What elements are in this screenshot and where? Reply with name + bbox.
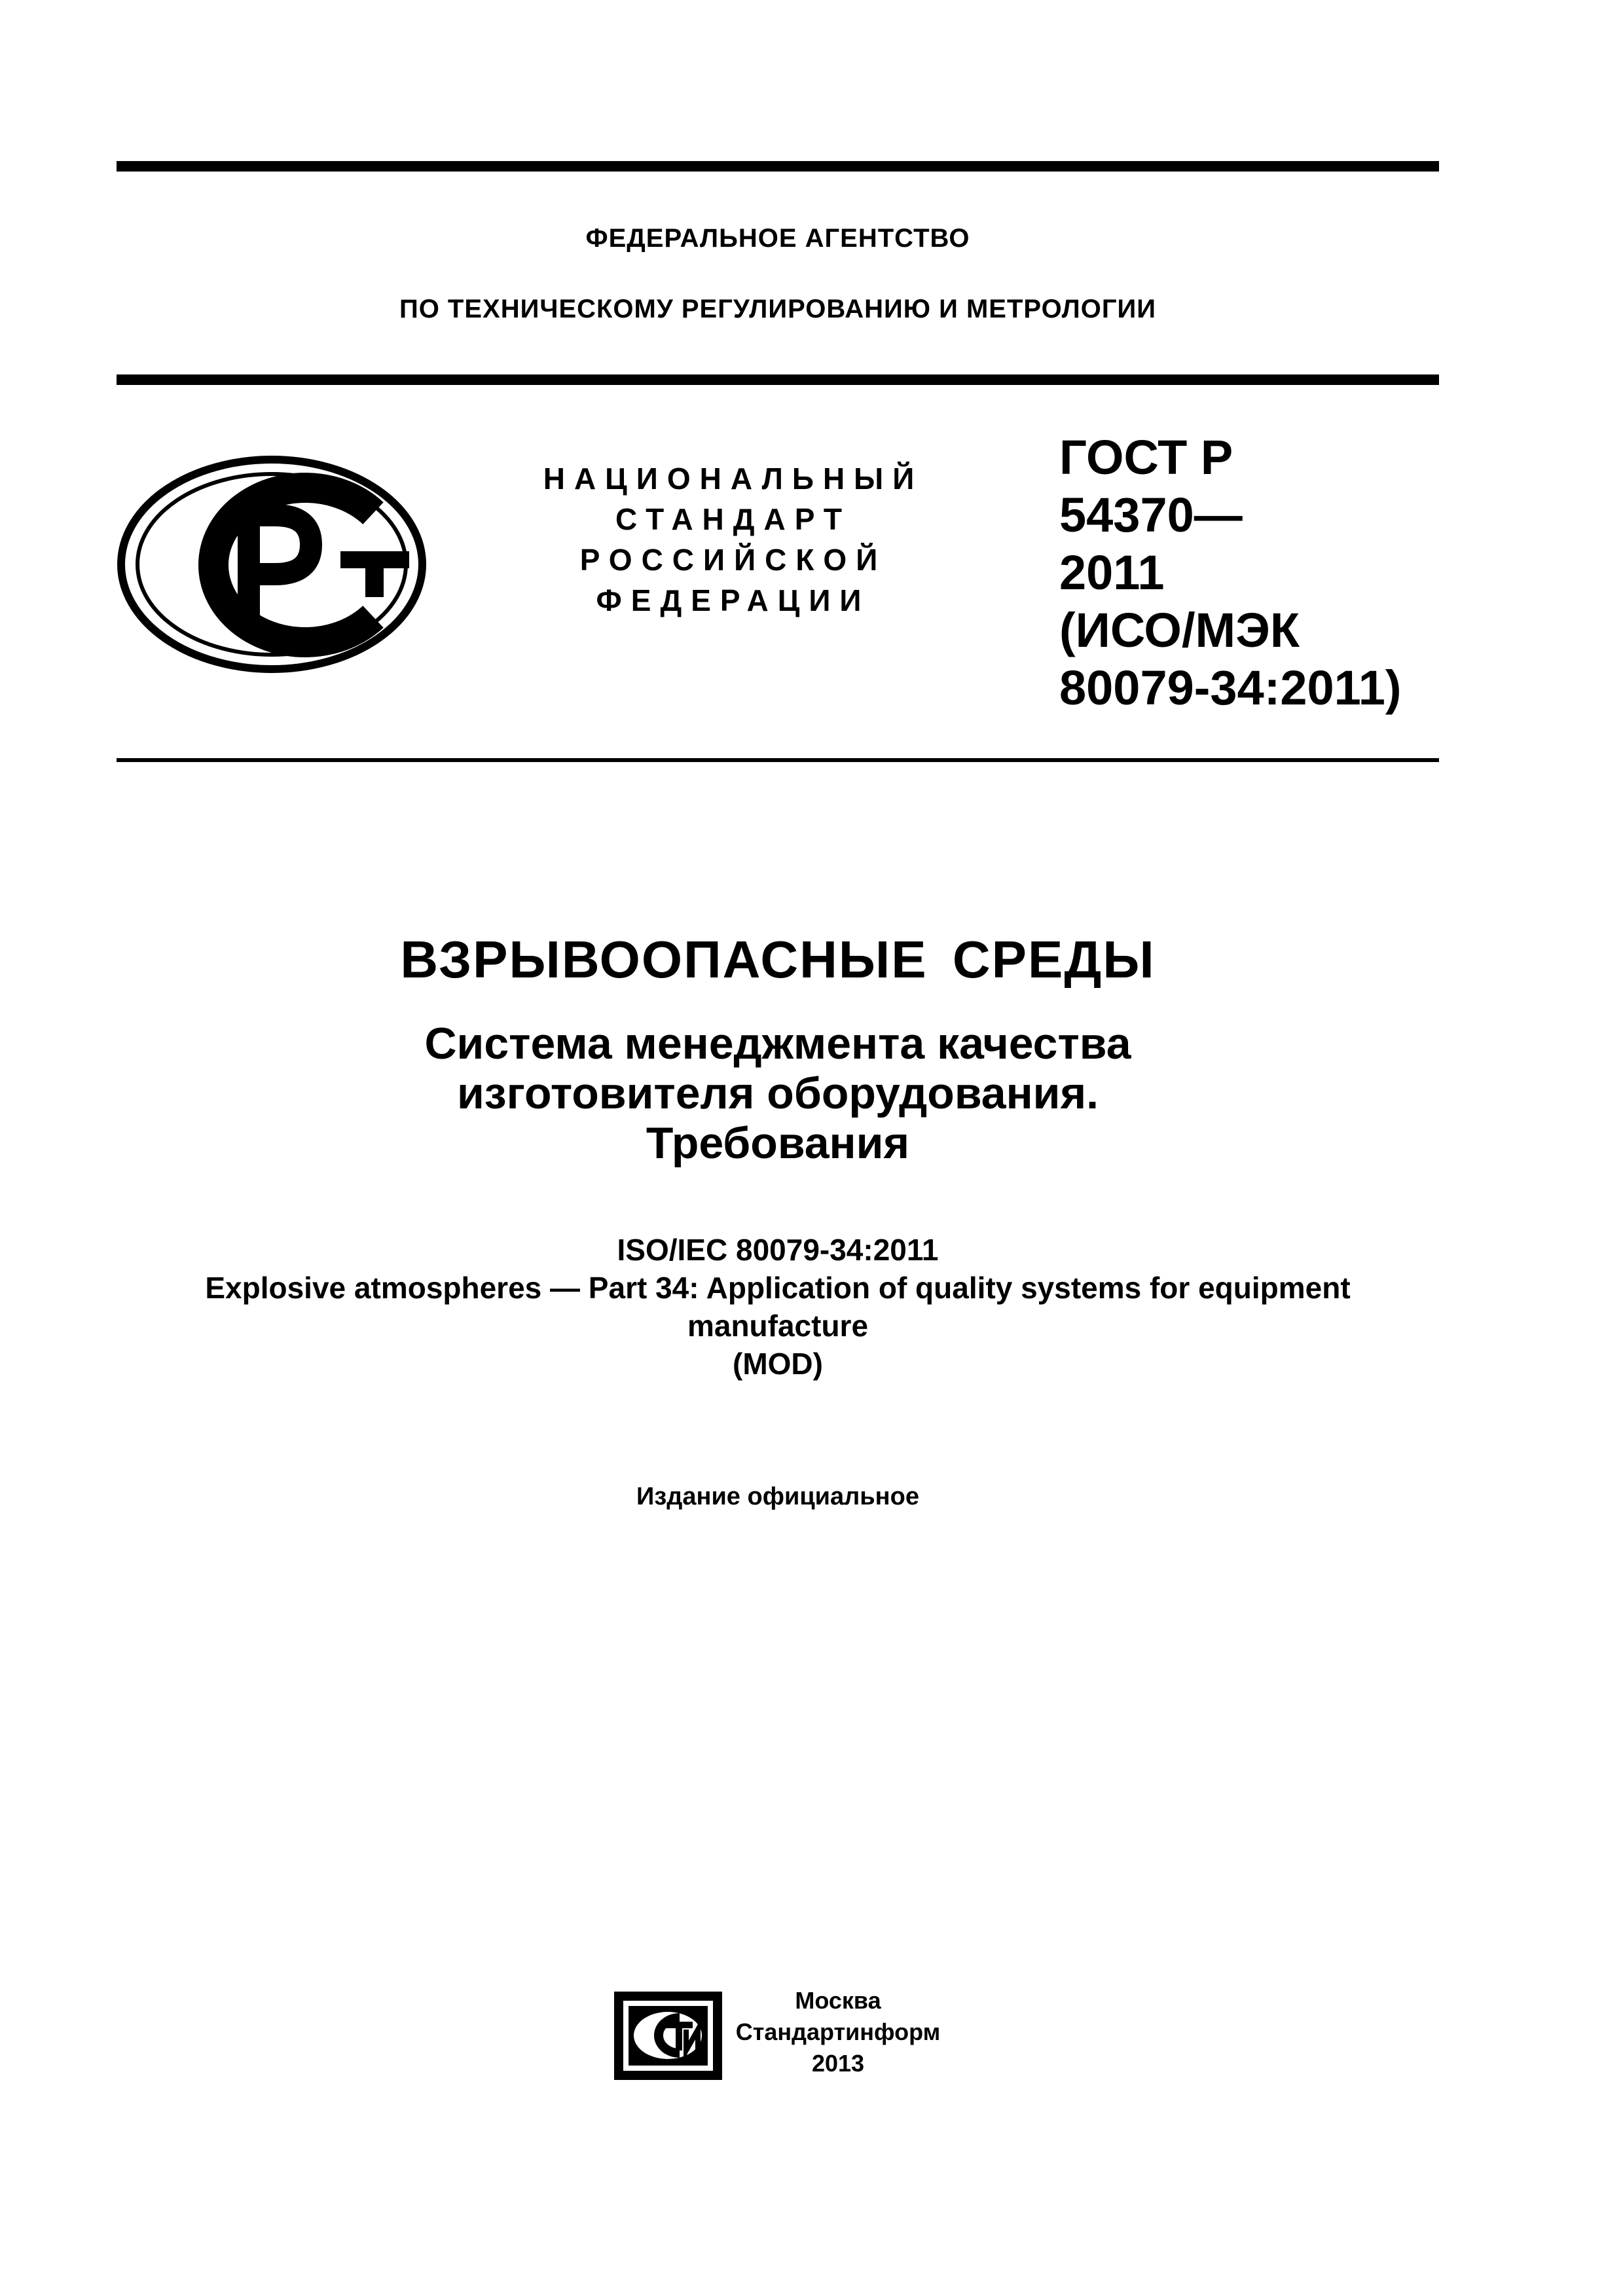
international-standard [117, 1231, 1439, 1383]
sub-title-line-3: Требования [646, 1118, 910, 1168]
standartinform-logo-icon [602, 1977, 740, 2095]
gost-line-2: 54370— [1059, 488, 1243, 542]
gost-line-3: 2011 [1059, 545, 1165, 600]
sub-title [117, 1019, 1439, 1168]
gost-designation [1059, 429, 1439, 717]
edition-label: Издание официальное [636, 1483, 919, 1510]
national-standard-line-2: СТАНДАРТ [615, 502, 851, 536]
agency-line-2: ПО ТЕХНИЧЕСКОМУ РЕГУЛИРОВАНИЮ И МЕТРОЛОГИИ [399, 295, 1157, 323]
main-title: ВЗРЫВООПАСНЫЕ СРЕДЫ [400, 930, 1156, 989]
agency-line-1: ФЕДЕРАЛЬНОЕ АГЕНТСТВО [585, 224, 970, 253]
international-mod: (MOD) [733, 1347, 823, 1381]
international-code: ISO/IEC 80079-34:2011 [617, 1233, 939, 1267]
gost-line-4: (ИСО/МЭК [1059, 603, 1300, 657]
national-standard-label [498, 458, 969, 621]
header-bottom-rule [117, 758, 1439, 762]
sub-title-line-2: изготовителя оборудования. [456, 1068, 1099, 1118]
publisher-name: Стандартинформ [735, 2018, 941, 2045]
sub-title-line-1: Система менеджмента качества [424, 1019, 1131, 1068]
publisher-block [720, 1985, 956, 2079]
agency-rule [117, 374, 1439, 385]
top-rule [117, 161, 1439, 172]
publisher-year: 2013 [811, 2050, 865, 2077]
national-standard-line-3: РОССИЙСКОЙ [579, 543, 887, 577]
international-title-line-1: Explosive atmospheres — Part 34: Application of quality systems for equipment [205, 1271, 1351, 1305]
national-standard-line-1: НАЦИОНАЛЬНЫЙ [543, 462, 924, 496]
national-standard-line-4: ФЕДЕРАЦИИ [596, 583, 871, 617]
rst-logo-icon [115, 453, 429, 676]
publisher-city: Москва [795, 1987, 881, 2014]
gost-line-1: ГОСТ Р [1059, 430, 1233, 484]
gost-line-5: 80079-34:2011) [1059, 661, 1402, 715]
international-title-line-2: manufacture [687, 1309, 869, 1343]
